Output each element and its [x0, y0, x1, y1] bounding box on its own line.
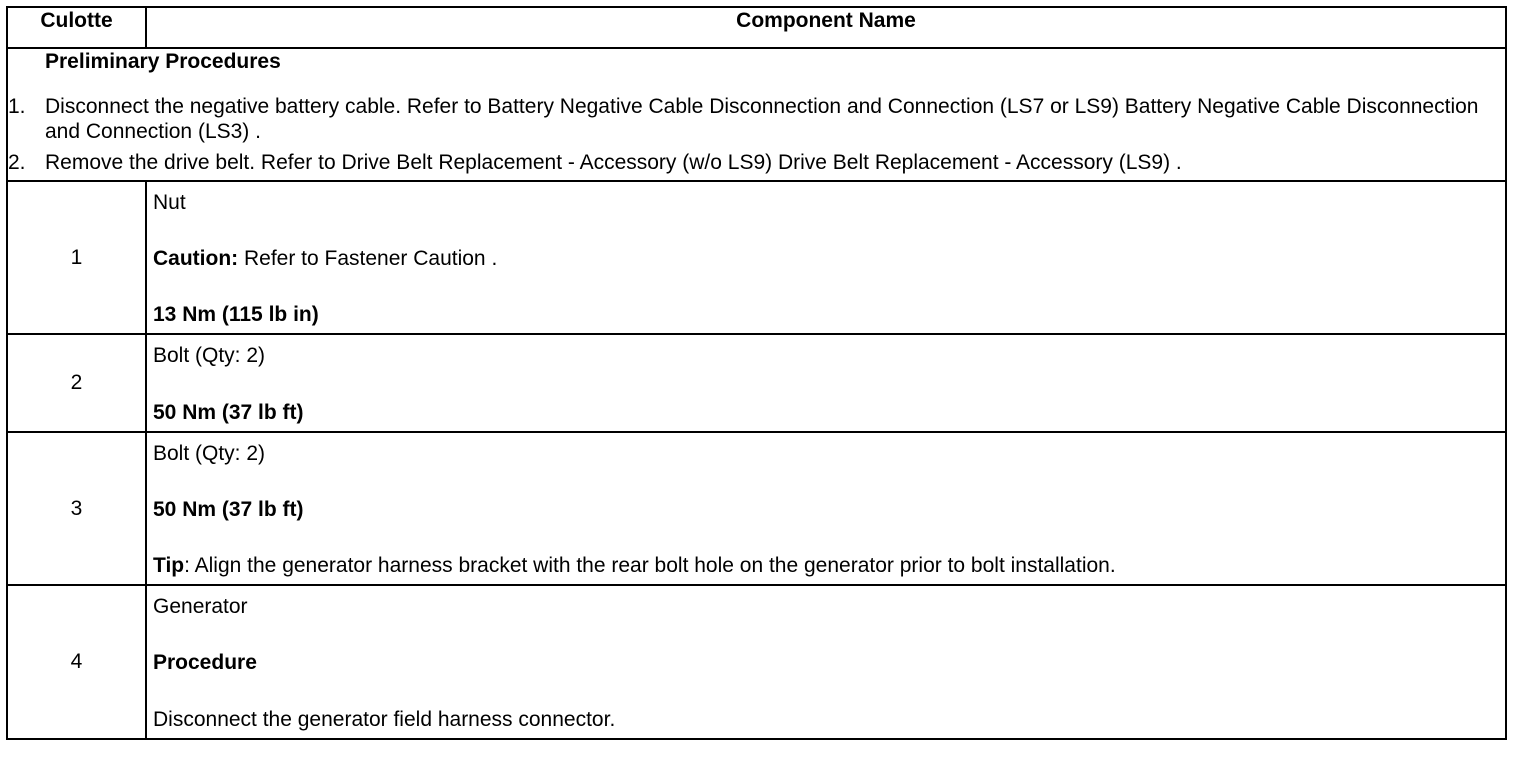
table-row [7, 432, 1506, 586]
component-name: Bolt (Qty: 2) [153, 344, 266, 368]
component-name: Bolt (Qty: 2) [153, 441, 266, 465]
component-cell [146, 432, 1506, 586]
tip-text: : Align the generator harness bracket with the rear bolt hole on the generator prior to bolt installation. [184, 554, 1116, 578]
component-table [6, 6, 1507, 740]
step-text: Remove the drive belt. Refer to Drive Belt Replacement - Accessory (w/o LS9) Drive Belt Replacement - Accessory (LS9) . [45, 150, 1182, 174]
preliminary-step [8, 94, 1505, 144]
tip-label: Tip [153, 554, 185, 578]
step-number: 2. [8, 150, 26, 174]
preliminary-step [8, 150, 1505, 175]
preliminary-row [7, 48, 1506, 181]
header-culotte: Culotte [7, 7, 146, 48]
culotte-number: 3 [7, 432, 146, 586]
culotte-number: 4 [7, 585, 146, 739]
step-number: 1. [8, 95, 26, 119]
preliminary-title: Preliminary Procedures [45, 50, 281, 73]
component-name: Nut [153, 190, 186, 214]
caution-note [153, 246, 1505, 271]
header-component-name: Component Name [146, 7, 1506, 48]
component-cell [146, 181, 1506, 335]
component-name: Generator [153, 595, 248, 619]
preliminary-steps [8, 94, 1505, 175]
caution-label: Caution: [153, 246, 239, 270]
table-row [7, 181, 1506, 335]
torque-spec: 13 Nm (115 lb in) [153, 303, 319, 327]
culotte-number: 2 [7, 334, 146, 431]
procedure-label: Procedure [153, 651, 257, 675]
procedure-text: Disconnect the generator field harness connector. [153, 707, 616, 731]
preliminary-procedures [7, 48, 1506, 181]
torque-spec: 50 Nm (37 lb ft) [153, 497, 304, 521]
tip-note [153, 553, 1505, 578]
caution-text: Refer to Fastener Caution . [238, 246, 498, 270]
header-row [7, 7, 1506, 48]
component-cell [146, 334, 1506, 431]
step-text: Disconnect the negative battery cable. Refer to Battery Negative Cable Disconnection and Connection (LS7 or LS9) Battery Negative Cable Disconnection and Connection (LS3) . [45, 95, 1479, 144]
torque-spec: 50 Nm (37 lb ft) [153, 400, 304, 424]
culotte-number: 1 [7, 181, 146, 335]
table-row [7, 334, 1506, 431]
component-cell [146, 585, 1506, 739]
table-row [7, 585, 1506, 739]
